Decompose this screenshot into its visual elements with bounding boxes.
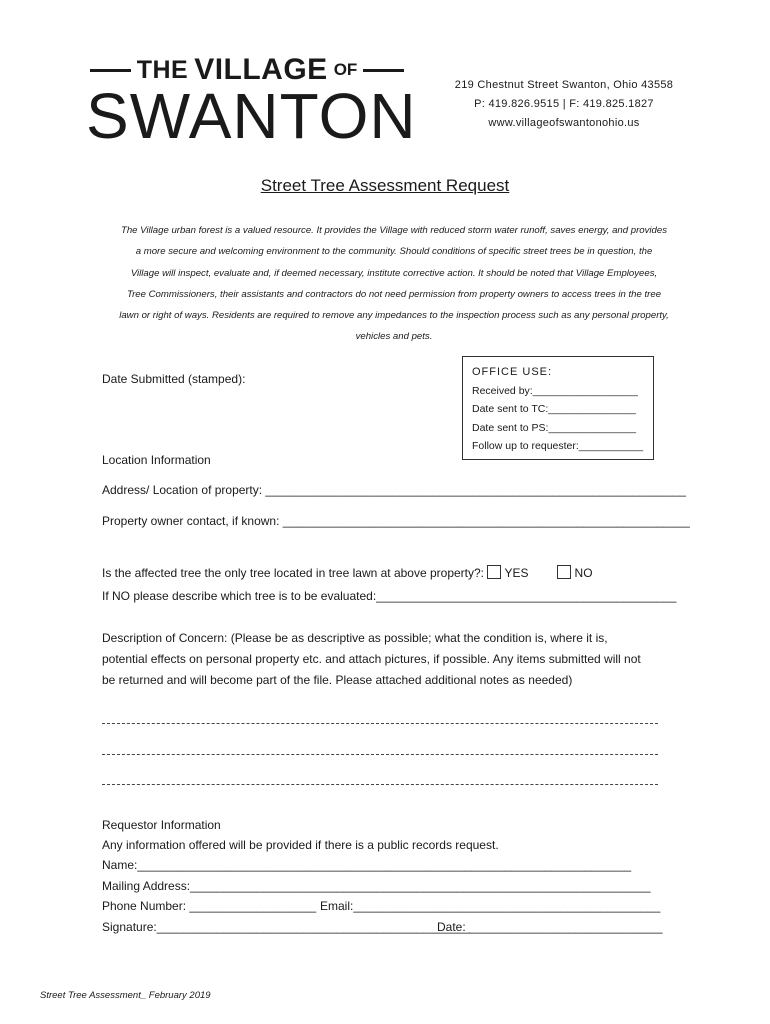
if-no-field[interactable]: If NO please describe which tree is to be evaluated:_____________________________________________ — [102, 589, 677, 603]
intro-line: a more secure and welcoming environment to the community. Should conditions of specific street trees be in question, the — [135, 246, 653, 258]
no-label: NO — [574, 566, 593, 580]
received-by-field[interactable]: Received by:__________________ — [472, 384, 638, 397]
logo-village: VILLAGE — [194, 53, 328, 86]
phone-field[interactable]: Phone Number: ___________________ — [102, 899, 317, 913]
intro-line: Tree Commissioners, their assistants and contractors do not need permission from property owners to access trees in the tree — [126, 288, 662, 300]
footer-text: Street Tree Assessment_ February 2019 — [40, 990, 211, 1001]
office-use-heading: OFFICE USE: — [472, 366, 553, 378]
concern-line: be returned and will become part of the file. Please attached additional notes as needed) — [102, 673, 573, 687]
yes-checkbox[interactable] — [487, 565, 501, 579]
concern-line: Description of Concern: (Please be as descriptive as possible; what the condition is, where it is, — [102, 631, 608, 645]
yes-label: YES — [504, 566, 529, 580]
header-website[interactable]: www.villageofswantonohio.us — [488, 117, 640, 129]
date-field[interactable]: Date: _____________________________ — [437, 920, 663, 934]
date-submitted-label: Date Submitted (stamped): — [102, 372, 246, 386]
document-title: Street Tree Assessment Request — [260, 176, 510, 195]
follow-up-field[interactable]: Follow up to requester:___________ — [472, 440, 644, 453]
intro-line: lawn or right of ways. Residents are required to remove any impedances to the inspection process such as any personal property, — [119, 310, 669, 322]
tree-question — [102, 565, 593, 580]
logo-of: OF — [333, 60, 358, 79]
no-checkbox[interactable] — [557, 565, 571, 579]
date-sent-ps-field[interactable]: Date sent to PS:_______________ — [472, 421, 637, 434]
logo-rule-right — [363, 69, 404, 72]
email-field[interactable]: Email:______________________________________________ — [320, 899, 661, 913]
location-heading: Location Information — [102, 453, 211, 467]
concern-line-2[interactable] — [102, 754, 658, 755]
intro-line: The Village urban forest is a valued resource. It provides the Village with reduced storm water runoff, saves energy, and provides — [120, 225, 668, 236]
requestor-heading: Requestor Information — [102, 818, 221, 832]
intro-line: Village will inspect, evaluate and, if deemed necessary, institute corrective action. It should be noted that Village Employees, — [130, 267, 658, 279]
concern-line: potential effects on personal property etc. and attach pictures, if possible. Any items submitted will not — [102, 652, 641, 666]
header-phone-fax: P: 419.826.9515 | F: 419.825.1827 — [474, 98, 654, 110]
signature-field[interactable]: Signature:_______________________________________________ — [102, 920, 471, 934]
intro-line: vehicles and pets. — [355, 331, 433, 343]
logo-the: THE — [136, 55, 189, 84]
owner-contact-field[interactable]: Property owner contact, if known: _____________________________________________________________ — [102, 514, 690, 528]
concern-description — [102, 628, 672, 691]
requestor-note: Any information offered will be provided if there is a public records request. — [102, 838, 499, 852]
concern-line-1[interactable] — [102, 723, 658, 724]
logo-rule-left — [90, 69, 131, 72]
header-address: 219 Chestnut Street Swanton, Ohio 43558 — [454, 79, 674, 91]
office-use-box — [462, 356, 654, 460]
intro-paragraph — [96, 220, 692, 348]
date-sent-tc-field[interactable]: Date sent to TC:_______________ — [472, 403, 636, 416]
concern-line-3[interactable] — [102, 784, 658, 785]
address-field[interactable]: Address/ Location of property: _______________________________________________________________ — [102, 483, 686, 497]
mailing-address-field[interactable]: Mailing Address:_____________________________________________________________________ — [102, 879, 651, 893]
name-field[interactable]: Name:__________________________________________________________________________ — [102, 858, 632, 872]
logo-swanton: SWANTON — [86, 80, 417, 152]
tree-question-label: Is the affected tree the only tree located in tree lawn at above property?: — [102, 566, 485, 580]
